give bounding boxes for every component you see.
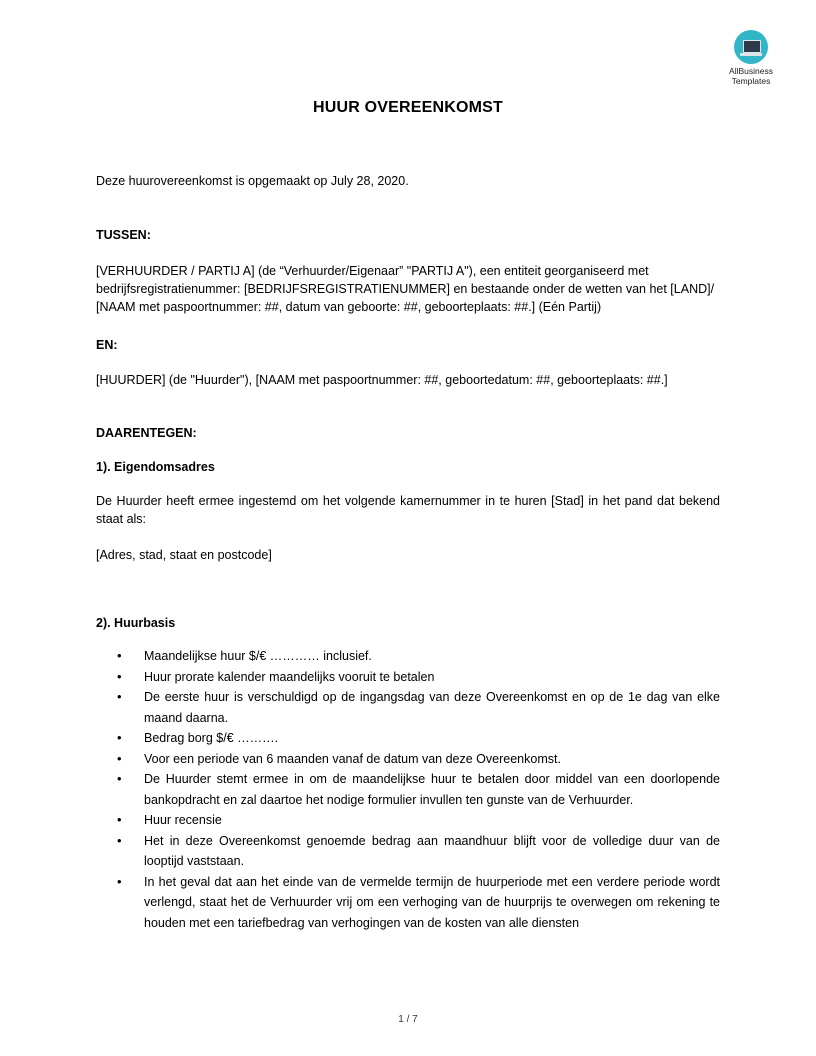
page-number: 1 / 7 (398, 1014, 418, 1025)
party-a-paragraph: [VERHUURDER / PARTIJ A] (de “Verhuurder/Eigenaar” "PARTIJ A"), een entiteit georganiseerd met bedrijfsregistratienummer: [BEDRIJFSREGISTRATIENUMMER] en bestaande onder de wetten van het [LAND]/ [NAAM met paspoortnummer: ##, datum van geboorte: ##, geboorteplaats: ##.] (Eén Partij) (96, 264, 715, 314)
section-2-heading: 2). Huurbasis (96, 616, 176, 630)
list-item: • Huur recensie (144, 810, 720, 831)
party-b-paragraph: [HUURDER] (de "Huurder"), [NAAM met paspoortnummer: ##, geboortedatum: ##, geboorteplaats: ##.] (96, 373, 668, 387)
list-item: • De Huurder stemt ermee in om de maandelijkse huur te betalen door middel van een doorlopende bankopdracht en zal daartoe het nodige formulier invullen ten gunste van de Verhuurder. (144, 769, 720, 810)
intro-paragraph: Deze huurovereenkomst is opgemaakt op July 28, 2020. (96, 174, 409, 188)
section-2-list (96, 646, 720, 933)
brand-logo (722, 30, 780, 86)
laptop-icon (734, 30, 768, 64)
tussen-heading: TUSSEN: (96, 228, 151, 242)
logo-line-2: Templates (731, 76, 771, 86)
list-item: • Huur prorate kalender maandelijks vooruit te betalen (144, 667, 720, 688)
document-body (96, 172, 720, 933)
list-item: • De eerste huur is verschuldigd op de ingangsdag van deze Overeenkomst en op de 1e dag van elke maand daarna. (144, 687, 720, 728)
list-item: • In het geval dat aan het einde van de vermelde termijn de huurperiode met een verdere periode wordt verlengd, staat het de Verhuurder vrij om een verhoging van de huurprijs te overwegen om rekening te houden met een tariefbedrag van verhogingen van de kosten van alle diensten (144, 872, 720, 934)
document-title: HUUR OVEREENKOMST (312, 99, 504, 116)
list-item: • Maandelijkse huur $/€ ………… inclusief. (144, 646, 720, 667)
logo-line-1: AllBusiness (729, 66, 773, 76)
list-item: • Bedrag borg $/€ ………. (144, 728, 720, 749)
list-item: • Het in deze Overeenkomst genoemde bedrag aan maandhuur blijft voor de volledige duur van de looptijd vaststaan. (144, 831, 720, 872)
section-1-heading: 1). Eigendomsadres (96, 460, 215, 474)
section-1-address: [Adres, stad, staat en postcode] (96, 548, 272, 562)
section-1-text: De Huurder heeft ermee ingestemd om het volgende kamernummer in te huren [Stad] in het pand dat bekend staat als: (96, 494, 720, 526)
logo-text (722, 66, 780, 86)
daarentegen-heading: DAARENTEGEN: (96, 426, 197, 440)
en-heading: EN: (96, 338, 118, 352)
list-item: • Voor een periode van 6 maanden vanaf de datum van deze Overeenkomst. (144, 749, 720, 770)
